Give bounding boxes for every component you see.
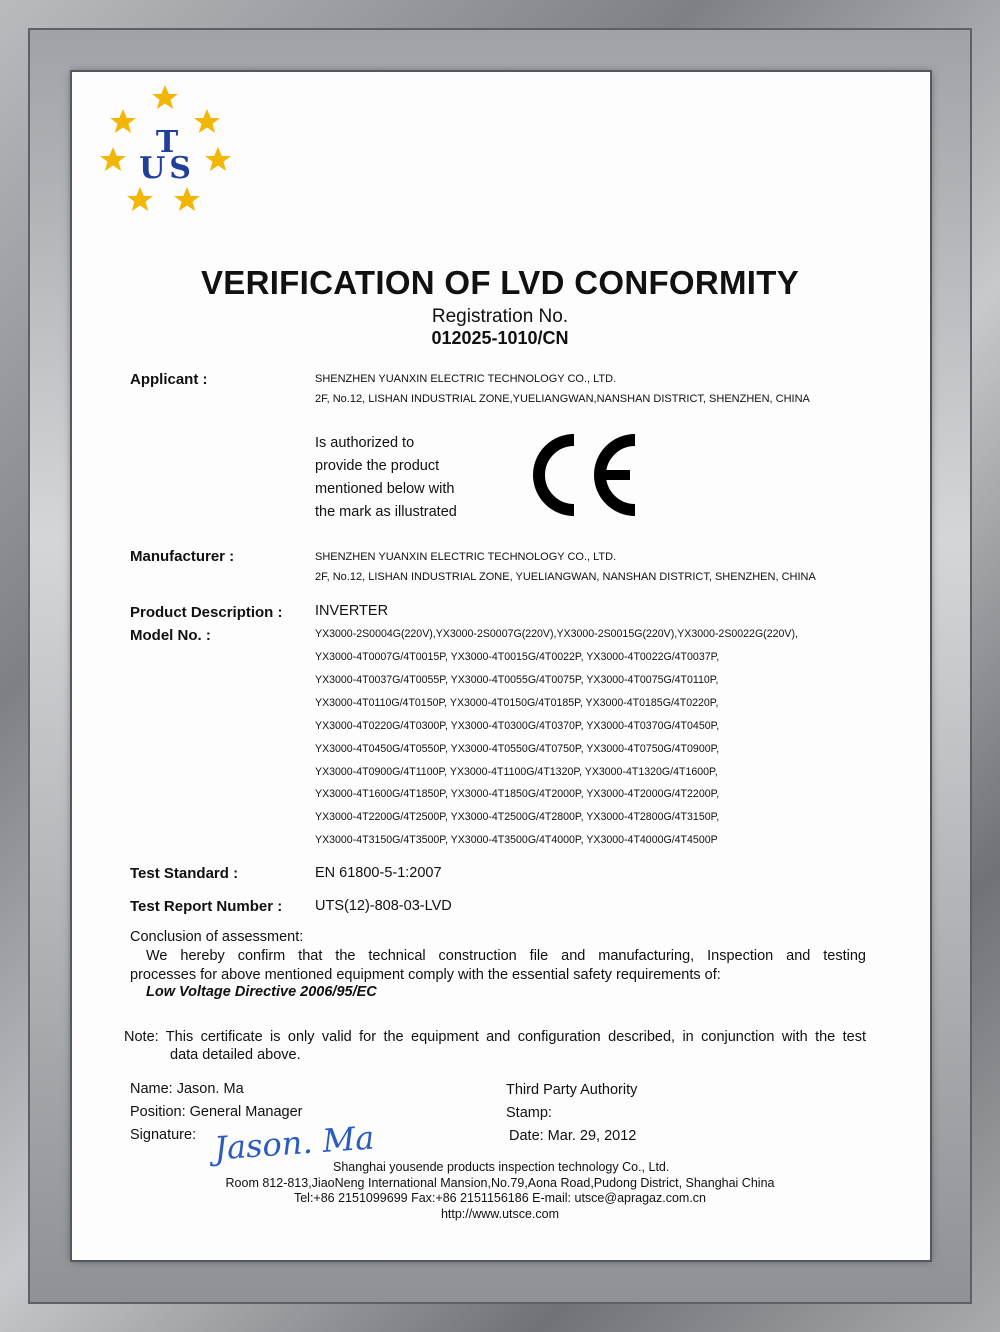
applicant-label: Applicant : <box>130 371 208 388</box>
authorization-line: mentioned below with <box>315 481 455 497</box>
issuer-contact: Tel:+86 2151099699 Fax:+86 2151156186 E-mail: utsce@apragaz.com.cn <box>293 1191 707 1205</box>
model-line: YX3000-4T1600G/4T1850P, YX3000-4T1850G/4T2000P, YX3000-4T2000G/4T2200P, <box>315 788 720 800</box>
model-line: YX3000-4T0220G/4T0300P, YX3000-4T0300G/4T0370P, YX3000-4T0370G/4T0450P, <box>315 720 720 732</box>
applicant-address: 2F, No.12, LISHAN INDUSTRIAL ZONE,YUELIANGWAN,NANSHAN DISTRICT, SHENZHEN, CHINA <box>315 393 810 405</box>
handwritten-signature: Jason. Ma <box>212 1118 376 1168</box>
model-line: YX3000-4T0900G/4T1100P, YX3000-4T1100G/4T1320P, YX3000-4T1320G/4T1600P, <box>315 766 718 778</box>
validity-note: Note: This certificate is only valid for the equipment and configuration described, in conjunction with the test <box>124 1029 866 1045</box>
applicant-name: SHENZHEN YUANXIN ELECTRIC TECHNOLOGY CO., LTD. <box>315 373 617 385</box>
logo-letter-top: T <box>155 125 179 160</box>
tus-logo <box>95 80 240 220</box>
model-line: YX3000-4T2200G/4T2500P, YX3000-4T2500G/4T2800P, YX3000-4T2800G/4T3150P, <box>315 811 720 823</box>
manufacturer-name: SHENZHEN YUANXIN ELECTRIC TECHNOLOGY CO., LTD. <box>315 551 617 563</box>
model-line: YX3000-4T0037G/4T0055P, YX3000-4T0055G/4T0075P, YX3000-4T0075G/4T0110P, <box>315 674 719 686</box>
authorization-line: Is authorized to <box>315 435 415 451</box>
issuer-company: Shanghai yousende products inspection technology Co., Ltd. <box>333 1160 670 1174</box>
test-report-value: UTS(12)-808-03-LVD <box>315 898 452 914</box>
model-line: YX3000-4T0007G/4T0015P, YX3000-4T0015G/4T0022P, YX3000-4T0022G/4T0037P, <box>315 651 720 663</box>
signature-label: Signature: <box>130 1127 197 1143</box>
product-label: Product Description : <box>130 604 283 621</box>
registration-label: Registration No. <box>431 306 569 327</box>
test-report-label: Test Report Number : <box>130 898 283 915</box>
manufacturer-label: Manufacturer : <box>130 548 235 565</box>
issuer-address: Room 812-813,JiaoNeng International Mansion,No.79,Aona Road,Pudong District, Shanghai China <box>225 1176 775 1190</box>
test-standard-value: EN 61800-5-1:2007 <box>315 865 442 881</box>
logo-letters-bottom: US <box>139 151 195 186</box>
model-line: YX3000-4T0450G/4T0550P, YX3000-4T0550G/4T0750P, YX3000-4T0750G/4T0900P, <box>315 743 720 755</box>
authorization-line: provide the product <box>315 458 440 474</box>
manufacturer-address: 2F, No.12, LISHAN INDUSTRIAL ZONE, YUELIANGWAN, NANSHAN DISTRICT, SHENZHEN, CHINA <box>315 571 816 583</box>
ce-mark-icon <box>522 430 647 520</box>
signatory-name: Name: Jason. Ma <box>130 1081 244 1097</box>
test-standard-label: Test Standard : <box>130 865 239 882</box>
conclusion-heading: Conclusion of assessment: <box>130 929 304 945</box>
certificate-title: VERIFICATION OF LVD CONFORMITY <box>200 264 800 301</box>
model-line: YX3000-4T0110G/4T0150P, YX3000-4T0150G/4T0185P, YX3000-4T0185G/4T0220P, <box>315 697 719 709</box>
product-value: INVERTER <box>315 603 389 619</box>
conclusion-line: We hereby confirm that the technical construction file and manufacturing, Inspection and testing <box>146 948 866 964</box>
model-line: YX3000-4T3150G/4T3500P, YX3000-4T3500G/4T4000P, YX3000-4T4000G/4T4500P <box>315 834 718 846</box>
directive-name: Low Voltage Directive 2006/95/EC <box>146 984 377 1000</box>
model-line: YX3000-2S0004G(220V),YX3000-2S0007G(220V),YX3000-2S0015G(220V),YX3000-2S0022G(220V), <box>315 628 798 640</box>
certificate-date: Date: Mar. 29, 2012 <box>509 1128 637 1144</box>
authority-title: Third Party Authority <box>506 1082 638 1098</box>
issuer-website: http://www.utsce.com <box>440 1207 560 1221</box>
signatory-position: Position: General Manager <box>130 1104 303 1120</box>
validity-note-continued: data detailed above. <box>170 1047 301 1063</box>
registration-number: 012025-1010/CN <box>431 328 569 348</box>
stamp-label: Stamp: <box>506 1105 552 1121</box>
authorization-line: the mark as illustrated <box>315 504 457 520</box>
model-label: Model No. : <box>130 627 211 644</box>
conclusion-line: processes for above mentioned equipment comply with the essential safety requirements of: <box>130 967 721 983</box>
